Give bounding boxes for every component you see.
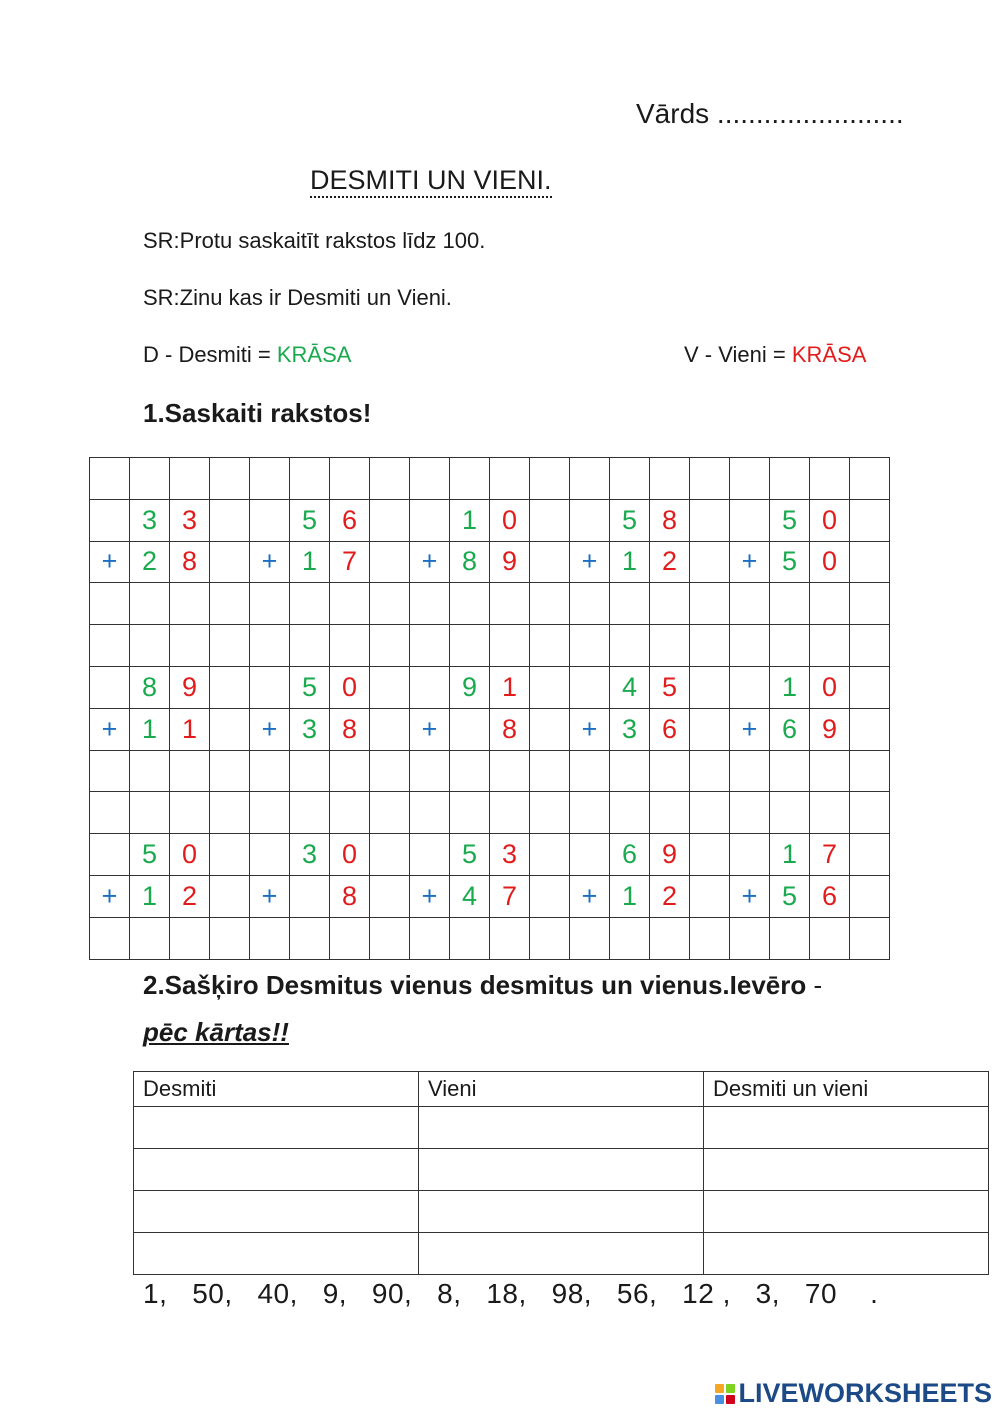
- plus-sign: +: [570, 541, 610, 583]
- grid-cell: [650, 458, 690, 500]
- grid-cell: [210, 625, 250, 667]
- answer-cell[interactable]: [570, 750, 610, 792]
- tens-digit: 9: [450, 666, 490, 708]
- answer-cell[interactable]: [370, 917, 410, 959]
- grid-cell: [370, 458, 410, 500]
- ones-digit: 8: [170, 541, 210, 583]
- grid-cell: [210, 875, 250, 917]
- answer-cell[interactable]: [690, 583, 730, 625]
- tens-digit: 1: [130, 708, 170, 750]
- ones-digit: 7: [330, 541, 370, 583]
- grid-cell: [530, 875, 570, 917]
- grid-row: [90, 625, 890, 667]
- answer-cell[interactable]: [570, 583, 610, 625]
- answer-cell[interactable]: [134, 1191, 419, 1233]
- numbers-to-sort: 1, 50, 40, 9, 90, 8, 18, 98, 56, 12 , 3, 70 .: [143, 1278, 879, 1309]
- tens-digit: 1: [770, 834, 810, 876]
- tens-digit: 1: [450, 499, 490, 541]
- ones-legend: V - Vieni = KRĀSA: [684, 342, 867, 367]
- grid-cell: [370, 875, 410, 917]
- answer-cell[interactable]: [450, 750, 490, 792]
- grid-cell: [410, 458, 450, 500]
- grid-cell: [610, 458, 650, 500]
- answer-cell[interactable]: [370, 750, 410, 792]
- grid-row: [90, 834, 890, 876]
- answer-cell[interactable]: [419, 1233, 704, 1275]
- grid-cell: [850, 541, 890, 583]
- grid-cell: [370, 625, 410, 667]
- grid-cell: [130, 458, 170, 500]
- grid-cell: [770, 792, 810, 834]
- grid-cell: [210, 792, 250, 834]
- ones-digit: 8: [490, 708, 530, 750]
- page-title: DESMITI UN VIENI.: [310, 166, 552, 198]
- ones-digit: 0: [490, 499, 530, 541]
- tens-digit: 2: [130, 541, 170, 583]
- tens-digit: 1: [770, 666, 810, 708]
- grid-cell: [730, 499, 770, 541]
- ones-digit: 7: [490, 875, 530, 917]
- answer-cell[interactable]: [250, 750, 290, 792]
- grid-cell: [810, 458, 850, 500]
- tens-digit: 4: [450, 875, 490, 917]
- grid-cell: [690, 875, 730, 917]
- tens-digit: 5: [290, 499, 330, 541]
- col-header-desmiti-un-vieni: Desmiti un vieni: [704, 1072, 989, 1107]
- answer-cell[interactable]: [410, 917, 450, 959]
- grid-row: [90, 499, 890, 541]
- answer-cell[interactable]: [490, 917, 530, 959]
- grid-row: [90, 708, 890, 750]
- answer-cell[interactable]: [134, 1107, 419, 1149]
- grid-cell: [450, 625, 490, 667]
- ones-digit: 0: [330, 666, 370, 708]
- ones-digit: 0: [810, 499, 850, 541]
- tens-digit: 1: [290, 541, 330, 583]
- grid-cell: [410, 792, 450, 834]
- ones-digit: 2: [650, 875, 690, 917]
- answer-cell[interactable]: [170, 750, 210, 792]
- ones-digit: 0: [810, 666, 850, 708]
- tens-digit: 8: [450, 541, 490, 583]
- answer-cell[interactable]: [170, 917, 210, 959]
- ones-digit: 0: [330, 834, 370, 876]
- ones-digit: 5: [650, 666, 690, 708]
- grid-cell: [490, 458, 530, 500]
- tens-digit: 5: [450, 834, 490, 876]
- table-row: [134, 1233, 989, 1275]
- tens-digit: 3: [130, 499, 170, 541]
- answer-cell[interactable]: [210, 917, 250, 959]
- answer-cell[interactable]: [704, 1149, 989, 1191]
- answer-cell[interactable]: [850, 583, 890, 625]
- grid-cell: [810, 792, 850, 834]
- tens-digit: 3: [290, 708, 330, 750]
- answer-cell[interactable]: [210, 583, 250, 625]
- grid-row: [90, 792, 890, 834]
- answer-cell[interactable]: [704, 1233, 989, 1275]
- liveworksheets-logo-icon: [715, 1384, 735, 1404]
- table-row: [134, 1149, 989, 1191]
- answer-cell[interactable]: [450, 583, 490, 625]
- answer-cell[interactable]: [130, 917, 170, 959]
- ones-digit: 0: [810, 541, 850, 583]
- grid-cell: [730, 458, 770, 500]
- answer-cell[interactable]: [650, 583, 690, 625]
- grid-cell: [410, 834, 450, 876]
- grid-cell: [90, 625, 130, 667]
- grid-cell: [530, 499, 570, 541]
- plus-sign: +: [730, 875, 770, 917]
- answer-cell[interactable]: [850, 750, 890, 792]
- sort-table: [133, 1071, 989, 1275]
- ones-digit: 9: [490, 541, 530, 583]
- tens-digit: 5: [770, 541, 810, 583]
- grid-cell: [250, 625, 290, 667]
- plus-sign: +: [90, 708, 130, 750]
- answer-cell[interactable]: [530, 583, 570, 625]
- grid-cell: [130, 625, 170, 667]
- grid-cell: [850, 499, 890, 541]
- grid-cell: [530, 708, 570, 750]
- grid-cell: [490, 792, 530, 834]
- answer-cell[interactable]: [90, 750, 130, 792]
- grid-cell: [330, 458, 370, 500]
- grid-cell: [530, 625, 570, 667]
- answer-cell[interactable]: [490, 583, 530, 625]
- answer-cell[interactable]: [210, 750, 250, 792]
- grid-cell: [570, 834, 610, 876]
- col-header-vieni: Vieni: [419, 1072, 704, 1107]
- grid-cell: [90, 792, 130, 834]
- grid-cell: [90, 834, 130, 876]
- answer-cell[interactable]: [530, 917, 570, 959]
- answer-cell[interactable]: [770, 917, 810, 959]
- answer-cell[interactable]: [610, 750, 650, 792]
- grid-cell: [570, 625, 610, 667]
- tens-digit: 3: [610, 708, 650, 750]
- ones-digit: 6: [650, 708, 690, 750]
- answer-cell[interactable]: [370, 583, 410, 625]
- plus-sign: +: [250, 541, 290, 583]
- ones-digit: 1: [490, 666, 530, 708]
- ones-digit: 6: [330, 499, 370, 541]
- grid-row: [90, 583, 890, 625]
- answer-cell[interactable]: [650, 917, 690, 959]
- ones-digit: 7: [810, 834, 850, 876]
- table-row: [134, 1107, 989, 1149]
- ones-digit: 6: [810, 875, 850, 917]
- ones-digit: 3: [170, 499, 210, 541]
- plus-sign: +: [730, 708, 770, 750]
- answer-cell[interactable]: [170, 583, 210, 625]
- ones-digit: 2: [650, 541, 690, 583]
- grid-cell: [850, 875, 890, 917]
- col-header-desmiti: Desmiti: [134, 1072, 419, 1107]
- answer-cell[interactable]: [130, 583, 170, 625]
- grid-cell: [570, 666, 610, 708]
- addition-grid: [89, 457, 890, 960]
- grid-cell: [250, 792, 290, 834]
- grid-cell: [850, 666, 890, 708]
- grid-cell: [170, 792, 210, 834]
- grid-cell: [570, 458, 610, 500]
- answer-cell[interactable]: [410, 583, 450, 625]
- grid-cell: [250, 499, 290, 541]
- grid-row: [90, 541, 890, 583]
- grid-cell: [210, 708, 250, 750]
- grid-cell: [410, 625, 450, 667]
- grid-cell: [690, 708, 730, 750]
- answer-cell[interactable]: [730, 750, 770, 792]
- tens-digit: 5: [610, 499, 650, 541]
- ones-digit: 2: [170, 875, 210, 917]
- grid-cell: [730, 625, 770, 667]
- grid-cell: [210, 499, 250, 541]
- answer-cell[interactable]: [610, 583, 650, 625]
- ones-digit: 9: [650, 834, 690, 876]
- grid-row: [90, 458, 890, 500]
- grid-cell: [250, 666, 290, 708]
- plus-sign: +: [570, 875, 610, 917]
- liveworksheets-brand: LIVEWORKSHEETS: [715, 1378, 992, 1409]
- grid-cell: [170, 625, 210, 667]
- ones-color-word: KRĀSA: [791, 342, 867, 367]
- grid-cell: [210, 541, 250, 583]
- plus-sign: +: [90, 541, 130, 583]
- tens-digit: 1: [610, 875, 650, 917]
- answer-cell[interactable]: [850, 917, 890, 959]
- grid-row: [90, 875, 890, 917]
- answer-cell[interactable]: [90, 917, 130, 959]
- tens-digit: 8: [130, 666, 170, 708]
- grid-row: [90, 666, 890, 708]
- answer-cell[interactable]: [530, 750, 570, 792]
- answer-cell[interactable]: [730, 583, 770, 625]
- grid-cell: [690, 625, 730, 667]
- answer-cell[interactable]: [330, 917, 370, 959]
- grid-cell: [90, 458, 130, 500]
- table-row: [134, 1191, 989, 1233]
- answer-cell[interactable]: [250, 583, 290, 625]
- answer-cell[interactable]: [570, 917, 610, 959]
- grid-cell: [210, 458, 250, 500]
- grid-cell: [610, 625, 650, 667]
- grid-cell: [530, 792, 570, 834]
- grid-cell: [370, 499, 410, 541]
- answer-cell[interactable]: [810, 917, 850, 959]
- grid-cell: [250, 458, 290, 500]
- plus-sign: +: [90, 875, 130, 917]
- grid-cell: [690, 458, 730, 500]
- grid-cell: [690, 834, 730, 876]
- grid-row: [90, 750, 890, 792]
- grid-row: [90, 917, 890, 959]
- tens-digit: [290, 875, 330, 917]
- grid-cell: [690, 499, 730, 541]
- answer-cell[interactable]: [419, 1107, 704, 1149]
- answer-cell[interactable]: [810, 750, 850, 792]
- answer-cell[interactable]: [730, 917, 770, 959]
- answer-cell[interactable]: [290, 583, 330, 625]
- ones-digit: 8: [650, 499, 690, 541]
- grid-cell: [210, 834, 250, 876]
- grid-cell: [530, 541, 570, 583]
- grid-cell: [530, 458, 570, 500]
- grid-cell: [450, 458, 490, 500]
- grid-cell: [810, 625, 850, 667]
- answer-cell[interactable]: [704, 1107, 989, 1149]
- grid-cell: [330, 625, 370, 667]
- grid-cell: [250, 834, 290, 876]
- tens-digit: 4: [610, 666, 650, 708]
- grid-cell: [170, 458, 210, 500]
- ones-digit: 9: [810, 708, 850, 750]
- grid-cell: [130, 792, 170, 834]
- tens-digit: 1: [610, 541, 650, 583]
- grid-cell: [530, 834, 570, 876]
- tens-digit: 5: [770, 875, 810, 917]
- grid-cell: [850, 792, 890, 834]
- grid-cell: [370, 666, 410, 708]
- goal-2: SR:Zinu kas ir Desmiti un Vieni.: [143, 285, 452, 310]
- grid-cell: [770, 458, 810, 500]
- grid-cell: [570, 499, 610, 541]
- answer-cell[interactable]: [810, 583, 850, 625]
- tens-legend: D - Desmiti = KRĀSA: [143, 342, 352, 367]
- grid-cell: [370, 708, 410, 750]
- answer-cell[interactable]: [450, 917, 490, 959]
- grid-cell: [410, 666, 450, 708]
- plus-sign: +: [570, 708, 610, 750]
- answer-cell[interactable]: [130, 750, 170, 792]
- tens-digit: 3: [290, 834, 330, 876]
- answer-cell[interactable]: [290, 917, 330, 959]
- grid-cell: [730, 834, 770, 876]
- exercise2-heading: 2.Sašķiro Desmitus vienus desmitus un vienus.Ievēro - pēc kārtas!!: [143, 970, 823, 1047]
- answer-cell[interactable]: [610, 917, 650, 959]
- answer-cell[interactable]: [330, 750, 370, 792]
- answer-cell[interactable]: [490, 750, 530, 792]
- ones-digit: 8: [330, 708, 370, 750]
- grid-cell: [370, 792, 410, 834]
- grid-cell: [370, 541, 410, 583]
- answer-cell[interactable]: [650, 750, 690, 792]
- answer-cell[interactable]: [770, 583, 810, 625]
- plus-sign: +: [410, 541, 450, 583]
- ones-digit: 1: [170, 708, 210, 750]
- grid-cell: [370, 834, 410, 876]
- grid-cell: [770, 625, 810, 667]
- tens-digit: 1: [130, 875, 170, 917]
- answer-cell[interactable]: [330, 583, 370, 625]
- grid-cell: [690, 541, 730, 583]
- answer-cell[interactable]: [690, 750, 730, 792]
- plus-sign: +: [250, 875, 290, 917]
- name-field: Vārds ........................: [636, 98, 904, 129]
- grid-cell: [290, 458, 330, 500]
- grid-cell: [850, 625, 890, 667]
- answer-cell[interactable]: [419, 1191, 704, 1233]
- grid-cell: [850, 458, 890, 500]
- tens-digit: 5: [130, 834, 170, 876]
- grid-cell: [730, 666, 770, 708]
- grid-cell: [290, 625, 330, 667]
- grid-cell: [90, 499, 130, 541]
- grid-cell: [410, 499, 450, 541]
- answer-cell[interactable]: [704, 1191, 989, 1233]
- grid-cell: [450, 792, 490, 834]
- answer-cell[interactable]: [770, 750, 810, 792]
- grid-cell: [650, 792, 690, 834]
- goal-1: SR:Protu saskaitīt rakstos līdz 100.: [143, 228, 486, 253]
- plus-sign: +: [410, 875, 450, 917]
- plus-sign: +: [250, 708, 290, 750]
- answer-cell[interactable]: [410, 750, 450, 792]
- answer-cell[interactable]: [419, 1149, 704, 1191]
- answer-cell[interactable]: [134, 1149, 419, 1191]
- answer-cell[interactable]: [690, 917, 730, 959]
- grid-cell: [730, 792, 770, 834]
- tens-digit: 5: [770, 499, 810, 541]
- grid-cell: [210, 666, 250, 708]
- tens-digit: 5: [290, 666, 330, 708]
- tens-digit: 6: [770, 708, 810, 750]
- ones-digit: 8: [330, 875, 370, 917]
- grid-cell: [850, 834, 890, 876]
- ones-digit: 9: [170, 666, 210, 708]
- tens-digit: [450, 708, 490, 750]
- ones-digit: 3: [490, 834, 530, 876]
- exercise1-heading: 1.Saskaiti rakstos!: [143, 398, 372, 428]
- answer-cell[interactable]: [290, 750, 330, 792]
- answer-cell[interactable]: [250, 917, 290, 959]
- answer-cell[interactable]: [90, 583, 130, 625]
- ones-digit: 0: [170, 834, 210, 876]
- grid-cell: [530, 666, 570, 708]
- grid-cell: [690, 666, 730, 708]
- grid-cell: [570, 792, 610, 834]
- exercise2-subheading: pēc kārtas!!: [143, 1017, 289, 1047]
- tens-digit: 6: [610, 834, 650, 876]
- grid-cell: [330, 792, 370, 834]
- answer-cell[interactable]: [134, 1233, 419, 1275]
- tens-color-word: KRĀSA: [276, 342, 352, 367]
- grid-cell: [690, 792, 730, 834]
- plus-sign: +: [410, 708, 450, 750]
- grid-cell: [610, 792, 650, 834]
- grid-cell: [90, 666, 130, 708]
- grid-cell: [490, 625, 530, 667]
- grid-cell: [290, 792, 330, 834]
- grid-cell: [650, 625, 690, 667]
- plus-sign: +: [730, 541, 770, 583]
- grid-cell: [850, 708, 890, 750]
